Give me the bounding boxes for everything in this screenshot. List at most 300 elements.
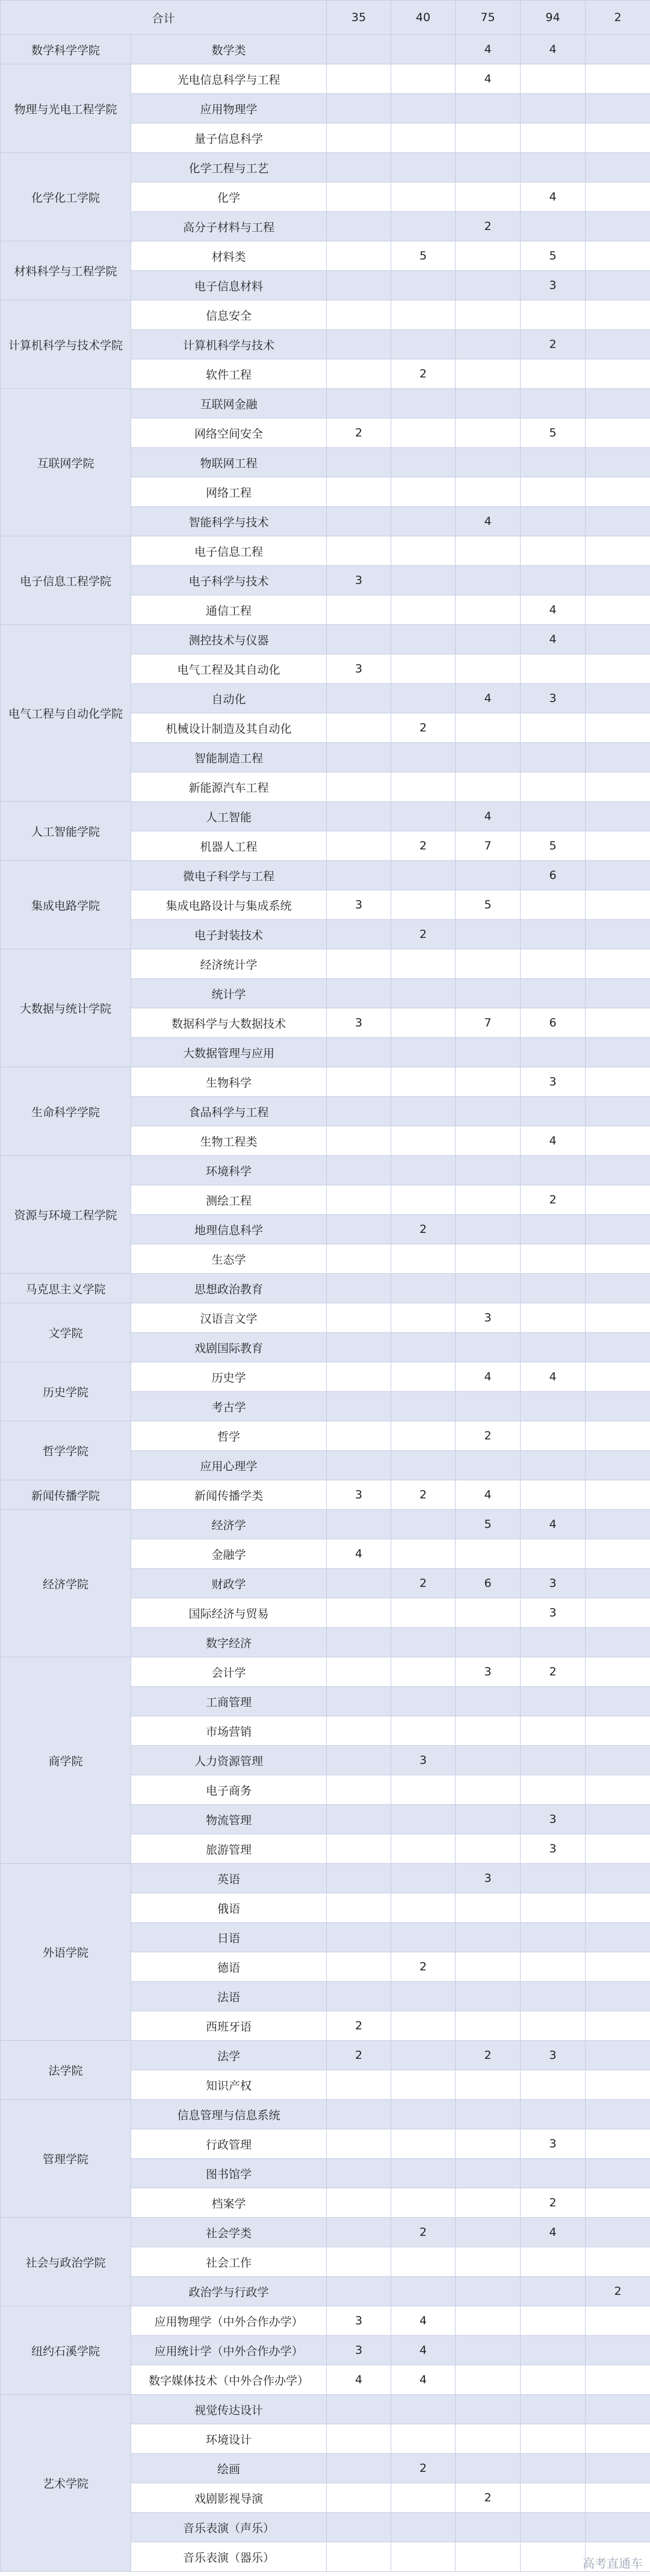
major-name: 社会学类 [131, 2218, 327, 2247]
quota-cell [327, 1067, 391, 1097]
quota-cell [391, 1864, 456, 1893]
quota-cell [456, 1392, 521, 1421]
college-name: 互联网学院 [1, 389, 131, 536]
quota-cell [456, 2247, 521, 2277]
quota-cell [391, 1392, 456, 1421]
quota-cell: 3 [456, 1303, 521, 1333]
major-name: 智能制造工程 [131, 743, 327, 772]
major-name: 测绘工程 [131, 1185, 327, 1215]
quota-cell [391, 123, 456, 153]
quota-cell [586, 1716, 650, 1746]
quota-cell [327, 1864, 391, 1893]
quota-cell [586, 2159, 650, 2188]
quota-cell: 4 [456, 1362, 521, 1392]
quota-cell [521, 1097, 586, 1126]
quota-cell [586, 1982, 650, 2011]
quota-cell [521, 2513, 586, 2542]
table-row [1, 64, 650, 94]
quota-cell: 5 [521, 831, 586, 861]
quota-cell: 3 [327, 566, 391, 595]
quota-cell [327, 2513, 391, 2542]
quota-cell: 2 [391, 831, 456, 861]
quota-cell [327, 831, 391, 861]
quota-cell: 2 [391, 713, 456, 743]
quota-cell: 4 [521, 2218, 586, 2247]
major-name: 旅游管理 [131, 1834, 327, 1864]
major-name: 数字媒体技术（中外合作办学） [131, 2365, 327, 2395]
quota-cell: 4 [521, 35, 586, 64]
quota-cell [586, 1303, 650, 1333]
quota-cell [391, 182, 456, 212]
quota-cell [586, 2483, 650, 2513]
quota-cell [327, 949, 391, 979]
quota-cell [521, 1215, 586, 1244]
quota-cell: 3 [327, 2306, 391, 2336]
quota-cell [586, 566, 650, 595]
quota-cell [586, 1392, 650, 1421]
quota-cell [586, 1215, 650, 1244]
quota-cell [586, 595, 650, 625]
quota-cell [391, 2129, 456, 2159]
quota-cell [327, 595, 391, 625]
quota-cell [327, 1303, 391, 1333]
quota-cell [586, 1893, 650, 1923]
quota-cell [586, 2513, 650, 2542]
quota-cell [327, 861, 391, 890]
quota-cell [456, 359, 521, 389]
major-name: 电气工程及其自动化 [131, 654, 327, 684]
quota-cell [456, 949, 521, 979]
quota-cell: 5 [456, 1510, 521, 1539]
quota-cell [327, 2129, 391, 2159]
quota-cell [327, 2070, 391, 2100]
quota-cell [586, 418, 650, 448]
quota-cell [327, 507, 391, 536]
quota-cell [456, 2365, 521, 2395]
quota-cell [456, 1628, 521, 1657]
quota-cell [327, 1421, 391, 1451]
quota-cell [327, 625, 391, 654]
quota-cell: 2 [521, 2188, 586, 2218]
table-row [1, 300, 650, 330]
major-name: 市场营销 [131, 1716, 327, 1746]
quota-cell [521, 1923, 586, 1952]
totals-label: 合计 [1, 1, 327, 35]
major-name: 哲学 [131, 1421, 327, 1451]
college-name: 计算机科学与技术学院 [1, 300, 131, 389]
quota-cell [521, 654, 586, 684]
quota-cell [327, 1687, 391, 1716]
quota-cell [586, 1185, 650, 1215]
quota-cell [391, 536, 456, 566]
table-row [1, 625, 650, 654]
major-name: 考古学 [131, 1392, 327, 1421]
quota-cell [391, 212, 456, 241]
quota-cell [521, 448, 586, 477]
quota-cell [456, 1687, 521, 1716]
major-name: 材料类 [131, 241, 327, 271]
quota-cell [521, 1274, 586, 1303]
quota-cell [521, 2395, 586, 2424]
quota-cell [586, 330, 650, 359]
quota-cell [456, 2159, 521, 2188]
quota-cell [327, 1569, 391, 1598]
quota-cell [391, 949, 456, 979]
quota-cell [391, 1303, 456, 1333]
quota-cell: 4 [521, 1126, 586, 1156]
quota-cell [327, 94, 391, 123]
major-name: 环境科学 [131, 1156, 327, 1185]
quota-cell [327, 2395, 391, 2424]
quota-cell [391, 271, 456, 300]
major-name: 新闻传播学类 [131, 1480, 327, 1510]
quota-cell [327, 1126, 391, 1156]
quota-cell [391, 2395, 456, 2424]
quota-cell [521, 2542, 586, 2572]
quota-cell [327, 1982, 391, 2011]
quota-cell: 3 [521, 2129, 586, 2159]
quota-cell [521, 772, 586, 802]
table-row [1, 861, 650, 890]
quota-cell [586, 1746, 650, 1775]
quota-cell [521, 2100, 586, 2129]
major-name: 戏剧影视导演 [131, 2483, 327, 2513]
major-name: 软件工程 [131, 359, 327, 389]
major-name: 经济统计学 [131, 949, 327, 979]
quota-cell: 3 [327, 1008, 391, 1038]
major-name: 互联网金融 [131, 389, 327, 418]
college-name: 物理与光电工程学院 [1, 64, 131, 153]
quota-cell [456, 536, 521, 566]
quota-cell [586, 1421, 650, 1451]
quota-cell [327, 2159, 391, 2188]
quota-cell: 2 [586, 2277, 650, 2306]
quota-cell [586, 359, 650, 389]
quota-cell [327, 2218, 391, 2247]
major-name: 应用物理学 [131, 94, 327, 123]
quota-cell [327, 743, 391, 772]
quota-cell [391, 2483, 456, 2513]
quota-cell [456, 861, 521, 890]
quota-cell [521, 94, 586, 123]
quota-cell [521, 1244, 586, 1274]
quota-cell [521, 2365, 586, 2395]
quota-cell: 4 [391, 2336, 456, 2365]
college-name: 文学院 [1, 1303, 131, 1362]
quota-cell: 7 [456, 831, 521, 861]
college-name: 马克思主义学院 [1, 1274, 131, 1303]
quota-cell [586, 1362, 650, 1392]
quota-cell [586, 477, 650, 507]
quota-cell [586, 979, 650, 1008]
table-row [1, 389, 650, 418]
quota-cell [521, 1716, 586, 1746]
quota-cell [586, 1038, 650, 1067]
major-name: 视觉传达设计 [131, 2395, 327, 2424]
total-cell: 35 [327, 1, 391, 35]
major-name: 信息管理与信息系统 [131, 2100, 327, 2129]
quota-cell [327, 1244, 391, 1274]
quota-cell [456, 1834, 521, 1864]
table-row [1, 153, 650, 182]
quota-cell [327, 1716, 391, 1746]
quota-cell: 4 [391, 2306, 456, 2336]
major-name: 人力资源管理 [131, 1746, 327, 1775]
quota-cell [391, 2513, 456, 2542]
table-row [1, 2395, 650, 2424]
quota-cell [391, 2247, 456, 2277]
quota-cell [586, 1598, 650, 1628]
quota-cell [456, 2336, 521, 2365]
quota-cell [456, 2188, 521, 2218]
quota-cell: 4 [327, 1539, 391, 1569]
quota-cell [586, 1274, 650, 1303]
quota-cell [391, 1805, 456, 1834]
major-name: 应用心理学 [131, 1451, 327, 1480]
table-row [1, 2306, 650, 2336]
quota-cell [327, 2483, 391, 2513]
quota-cell [327, 1510, 391, 1539]
quota-cell [456, 772, 521, 802]
major-name: 社会工作 [131, 2247, 327, 2277]
quota-cell [586, 743, 650, 772]
quota-cell: 3 [327, 890, 391, 920]
quota-cell [327, 1362, 391, 1392]
college-name: 社会与政治学院 [1, 2218, 131, 2306]
major-name: 微电子科学与工程 [131, 861, 327, 890]
quota-cell [586, 300, 650, 330]
quota-cell [586, 625, 650, 654]
quota-cell [586, 64, 650, 94]
quota-cell [586, 182, 650, 212]
quota-cell [456, 713, 521, 743]
quota-cell [456, 2542, 521, 2572]
quota-cell [586, 1628, 650, 1657]
quota-cell [456, 566, 521, 595]
major-name: 汉语言文学 [131, 1303, 327, 1333]
quota-cell [456, 1156, 521, 1185]
quota-cell [391, 1923, 456, 1952]
major-name: 大数据管理与应用 [131, 1038, 327, 1067]
quota-cell [391, 1982, 456, 2011]
quota-cell [327, 2100, 391, 2129]
quota-cell: 4 [456, 64, 521, 94]
quota-cell: 2 [327, 2011, 391, 2041]
table-row [1, 1303, 650, 1333]
quota-cell [521, 2159, 586, 2188]
college-name: 艺术学院 [1, 2395, 131, 2572]
quota-cell [586, 920, 650, 949]
major-name: 通信工程 [131, 595, 327, 625]
quota-cell [586, 1156, 650, 1185]
quota-cell: 3 [521, 1067, 586, 1097]
major-name: 数学类 [131, 35, 327, 64]
quota-cell: 4 [521, 625, 586, 654]
college-name: 电气工程与自动化学院 [1, 625, 131, 802]
major-name: 计算机科学与技术 [131, 330, 327, 359]
college-name: 管理学院 [1, 2100, 131, 2218]
total-cell: 94 [521, 1, 586, 35]
quota-cell [391, 2542, 456, 2572]
quota-cell [327, 1097, 391, 1126]
watermark: 高考直通车 [583, 2556, 643, 2571]
quota-cell [521, 802, 586, 831]
quota-cell [521, 566, 586, 595]
quota-cell [391, 772, 456, 802]
quota-cell [456, 241, 521, 271]
college-name: 数学科学学院 [1, 35, 131, 64]
quota-cell [586, 389, 650, 418]
quota-cell [521, 2011, 586, 2041]
quota-cell [521, 2247, 586, 2277]
major-name: 新能源汽车工程 [131, 772, 327, 802]
quota-cell [327, 1952, 391, 1982]
table-row [1, 1067, 650, 1097]
quota-cell [327, 1805, 391, 1834]
quota-cell: 2 [391, 1952, 456, 1982]
quota-cell [391, 743, 456, 772]
quota-cell: 2 [391, 1215, 456, 1244]
quota-cell [391, 1775, 456, 1805]
quota-cell: 6 [456, 1569, 521, 1598]
table-row [1, 1274, 650, 1303]
quota-cell [456, 182, 521, 212]
quota-cell: 2 [456, 1421, 521, 1451]
quota-cell: 5 [391, 241, 456, 271]
major-name: 物流管理 [131, 1805, 327, 1834]
quota-cell: 6 [521, 1008, 586, 1038]
quota-cell [456, 330, 521, 359]
quota-cell [521, 212, 586, 241]
quota-cell [521, 2070, 586, 2100]
quota-cell: 3 [391, 1746, 456, 1775]
quota-cell [391, 1598, 456, 1628]
college-name: 外语学院 [1, 1864, 131, 2041]
major-name: 数据科学与大数据技术 [131, 1008, 327, 1038]
quota-cell [327, 64, 391, 94]
quota-cell: 2 [391, 2454, 456, 2483]
quota-cell [327, 212, 391, 241]
quota-cell [456, 654, 521, 684]
quota-cell [521, 949, 586, 979]
quota-cell [391, 2100, 456, 2129]
quota-cell [456, 1893, 521, 1923]
major-name: 网络工程 [131, 477, 327, 507]
quota-cell [391, 1156, 456, 1185]
quota-cell [586, 949, 650, 979]
major-name: 物联网工程 [131, 448, 327, 477]
quota-cell [586, 94, 650, 123]
quota-cell [391, 1362, 456, 1392]
table-row [1, 1421, 650, 1451]
quota-cell [327, 448, 391, 477]
total-cell: 2 [586, 1, 650, 35]
quota-cell [456, 1952, 521, 1982]
table-row [1, 536, 650, 566]
quota-cell [391, 35, 456, 64]
quota-cell [586, 1923, 650, 1952]
quota-cell: 2 [391, 2218, 456, 2247]
college-name: 法学院 [1, 2041, 131, 2100]
table-row [1, 1480, 650, 1510]
quota-cell [327, 1923, 391, 1952]
quota-cell [521, 2483, 586, 2513]
quota-cell [327, 1775, 391, 1805]
quota-cell: 3 [456, 1864, 521, 1893]
table-row [1, 2218, 650, 2247]
quota-cell [327, 2424, 391, 2454]
quota-cell [327, 1038, 391, 1067]
quota-cell [456, 1067, 521, 1097]
quota-cell [521, 2336, 586, 2365]
quota-cell [586, 1834, 650, 1864]
quota-cell [586, 2306, 650, 2336]
quota-cell [586, 713, 650, 743]
quota-cell [391, 2424, 456, 2454]
quota-cell: 6 [521, 861, 586, 890]
quota-cell [586, 2395, 650, 2424]
quota-cell [521, 743, 586, 772]
quota-cell [456, 123, 521, 153]
quota-cell [521, 890, 586, 920]
quota-cell [391, 330, 456, 359]
quota-cell [391, 1067, 456, 1097]
major-name: 测控技术与仪器 [131, 625, 327, 654]
quota-cell [456, 1038, 521, 1067]
table-row [1, 1657, 650, 1687]
college-name: 经济学院 [1, 1510, 131, 1657]
quota-cell: 2 [391, 1480, 456, 1510]
quota-cell [456, 1982, 521, 2011]
quota-cell: 3 [521, 271, 586, 300]
totals-row [1, 1, 650, 35]
quota-cell [586, 536, 650, 566]
quota-cell [521, 507, 586, 536]
quota-cell: 5 [521, 241, 586, 271]
total-cell: 75 [456, 1, 521, 35]
quota-cell [327, 1333, 391, 1362]
quota-cell [391, 477, 456, 507]
quota-cell [327, 684, 391, 713]
quota-cell [327, 241, 391, 271]
quota-cell [327, 1598, 391, 1628]
quota-cell [586, 123, 650, 153]
quota-cell [456, 389, 521, 418]
quota-cell [327, 2542, 391, 2572]
quota-cell [521, 359, 586, 389]
major-name: 历史学 [131, 1362, 327, 1392]
quota-cell [521, 389, 586, 418]
quota-cell: 2 [391, 920, 456, 949]
major-name: 量子信息科学 [131, 123, 327, 153]
quota-cell [456, 2100, 521, 2129]
major-name: 音乐表演（声乐） [131, 2513, 327, 2542]
quota-cell [327, 1893, 391, 1923]
quota-cell [521, 2306, 586, 2336]
quota-cell [586, 2011, 650, 2041]
quota-cell [327, 330, 391, 359]
college-name: 人工智能学院 [1, 802, 131, 861]
major-name: 机械设计制造及其自动化 [131, 713, 327, 743]
quota-cell [586, 2188, 650, 2218]
major-name: 政治学与行政学 [131, 2277, 327, 2306]
college-name: 资源与环境工程学院 [1, 1156, 131, 1274]
quota-cell [391, 979, 456, 1008]
quota-cell [327, 920, 391, 949]
quota-cell [391, 2070, 456, 2100]
quota-cell: 4 [521, 1510, 586, 1539]
major-name: 德语 [131, 1952, 327, 1982]
